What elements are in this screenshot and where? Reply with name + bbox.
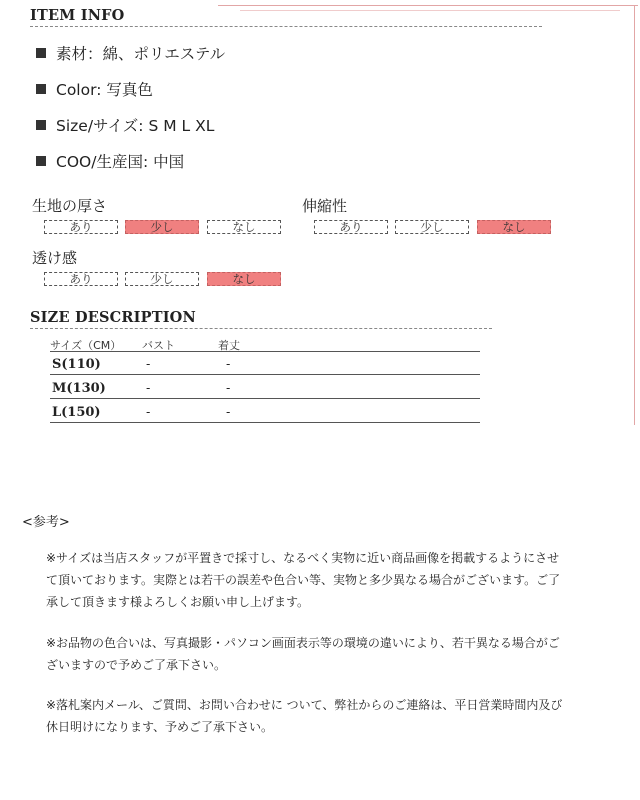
info-row-coo <box>36 150 184 172</box>
reference-title: <参考> <box>22 515 70 530</box>
stretch-title: 伸縮性 <box>302 197 348 215</box>
size-row-bust: - <box>146 381 151 395</box>
sheer-option: なし <box>207 272 281 286</box>
decorative-frame-top-inner <box>240 10 620 11</box>
bullet-square-icon <box>36 120 46 130</box>
size-row-label: L(150) <box>52 405 101 420</box>
size-table-rule <box>50 422 480 423</box>
reference-note: ※サイズは当店スタッフが平置きで採寸し、なるべく実物に近い商品画像を掲載するようにさせて頂いております。実際とは若干の誤差や色合い等、実物と多少異なる場合がございます。ご了承して頂きます様よろしくお願い申し上げます。 <box>46 551 561 609</box>
stretch-option: なし <box>477 220 551 234</box>
item-info-heading: ITEM INFO <box>30 7 125 24</box>
info-row-color <box>36 78 153 100</box>
sheer-option: 少し <box>125 272 199 286</box>
bust-column-header: バスト <box>142 339 175 352</box>
size-table-rule <box>50 351 480 352</box>
bullet-square-icon <box>36 48 46 58</box>
size-row-bust: - <box>146 357 151 371</box>
size-row-bust: - <box>146 405 151 419</box>
size-row-length: - <box>226 405 231 419</box>
thickness-option: あり <box>44 220 118 234</box>
size-table-rule <box>50 374 480 375</box>
bullet-square-icon <box>36 156 46 166</box>
info-row-material <box>36 42 225 64</box>
reference-note: ※お品物の色合いは、写真撮影・パソコン画面表示等の環境の違いにより、若干異なる場合がございますので予めご了承下さい。 <box>46 636 560 672</box>
decorative-frame-top <box>218 5 638 6</box>
size-row-length: - <box>226 357 231 371</box>
reference-note: ※落札案内メール、ご質問、お問い合わせに ついて、弊社からのご連絡は、平日営業時間内及び休日明けになります、予めご了承下さい。 <box>46 698 563 734</box>
size-description-heading: SIZE DESCRIPTION <box>30 309 196 326</box>
size-description-divider <box>30 328 492 329</box>
info-row-label: 素材：綿、ポリエステル <box>56 45 226 63</box>
info-row-label: Color: 写真色 <box>56 81 153 99</box>
size-column-header: サイズ（CM） <box>50 339 122 352</box>
thickness-option: なし <box>207 220 281 234</box>
size-row-length: - <box>226 381 231 395</box>
thickness-option: 少し <box>125 220 199 234</box>
size-table-rule <box>50 398 480 399</box>
stretch-option: 少し <box>395 220 469 234</box>
info-row-label: Size/サイズ: S M L XL <box>56 117 215 135</box>
info-row-label: COO/生産国: 中国 <box>56 153 185 171</box>
thickness-title: 生地の厚さ <box>32 197 108 215</box>
size-row-label: S(110) <box>52 357 101 372</box>
sheer-option: あり <box>44 272 118 286</box>
sheer-title: 透け感 <box>32 249 78 267</box>
length-column-header: 着丈 <box>218 339 240 352</box>
stretch-option: あり <box>314 220 388 234</box>
item-info-divider <box>30 26 542 27</box>
decorative-frame-right <box>634 5 635 425</box>
bullet-square-icon <box>36 84 46 94</box>
size-row-label: M(130) <box>52 381 106 396</box>
info-row-size <box>36 114 214 136</box>
